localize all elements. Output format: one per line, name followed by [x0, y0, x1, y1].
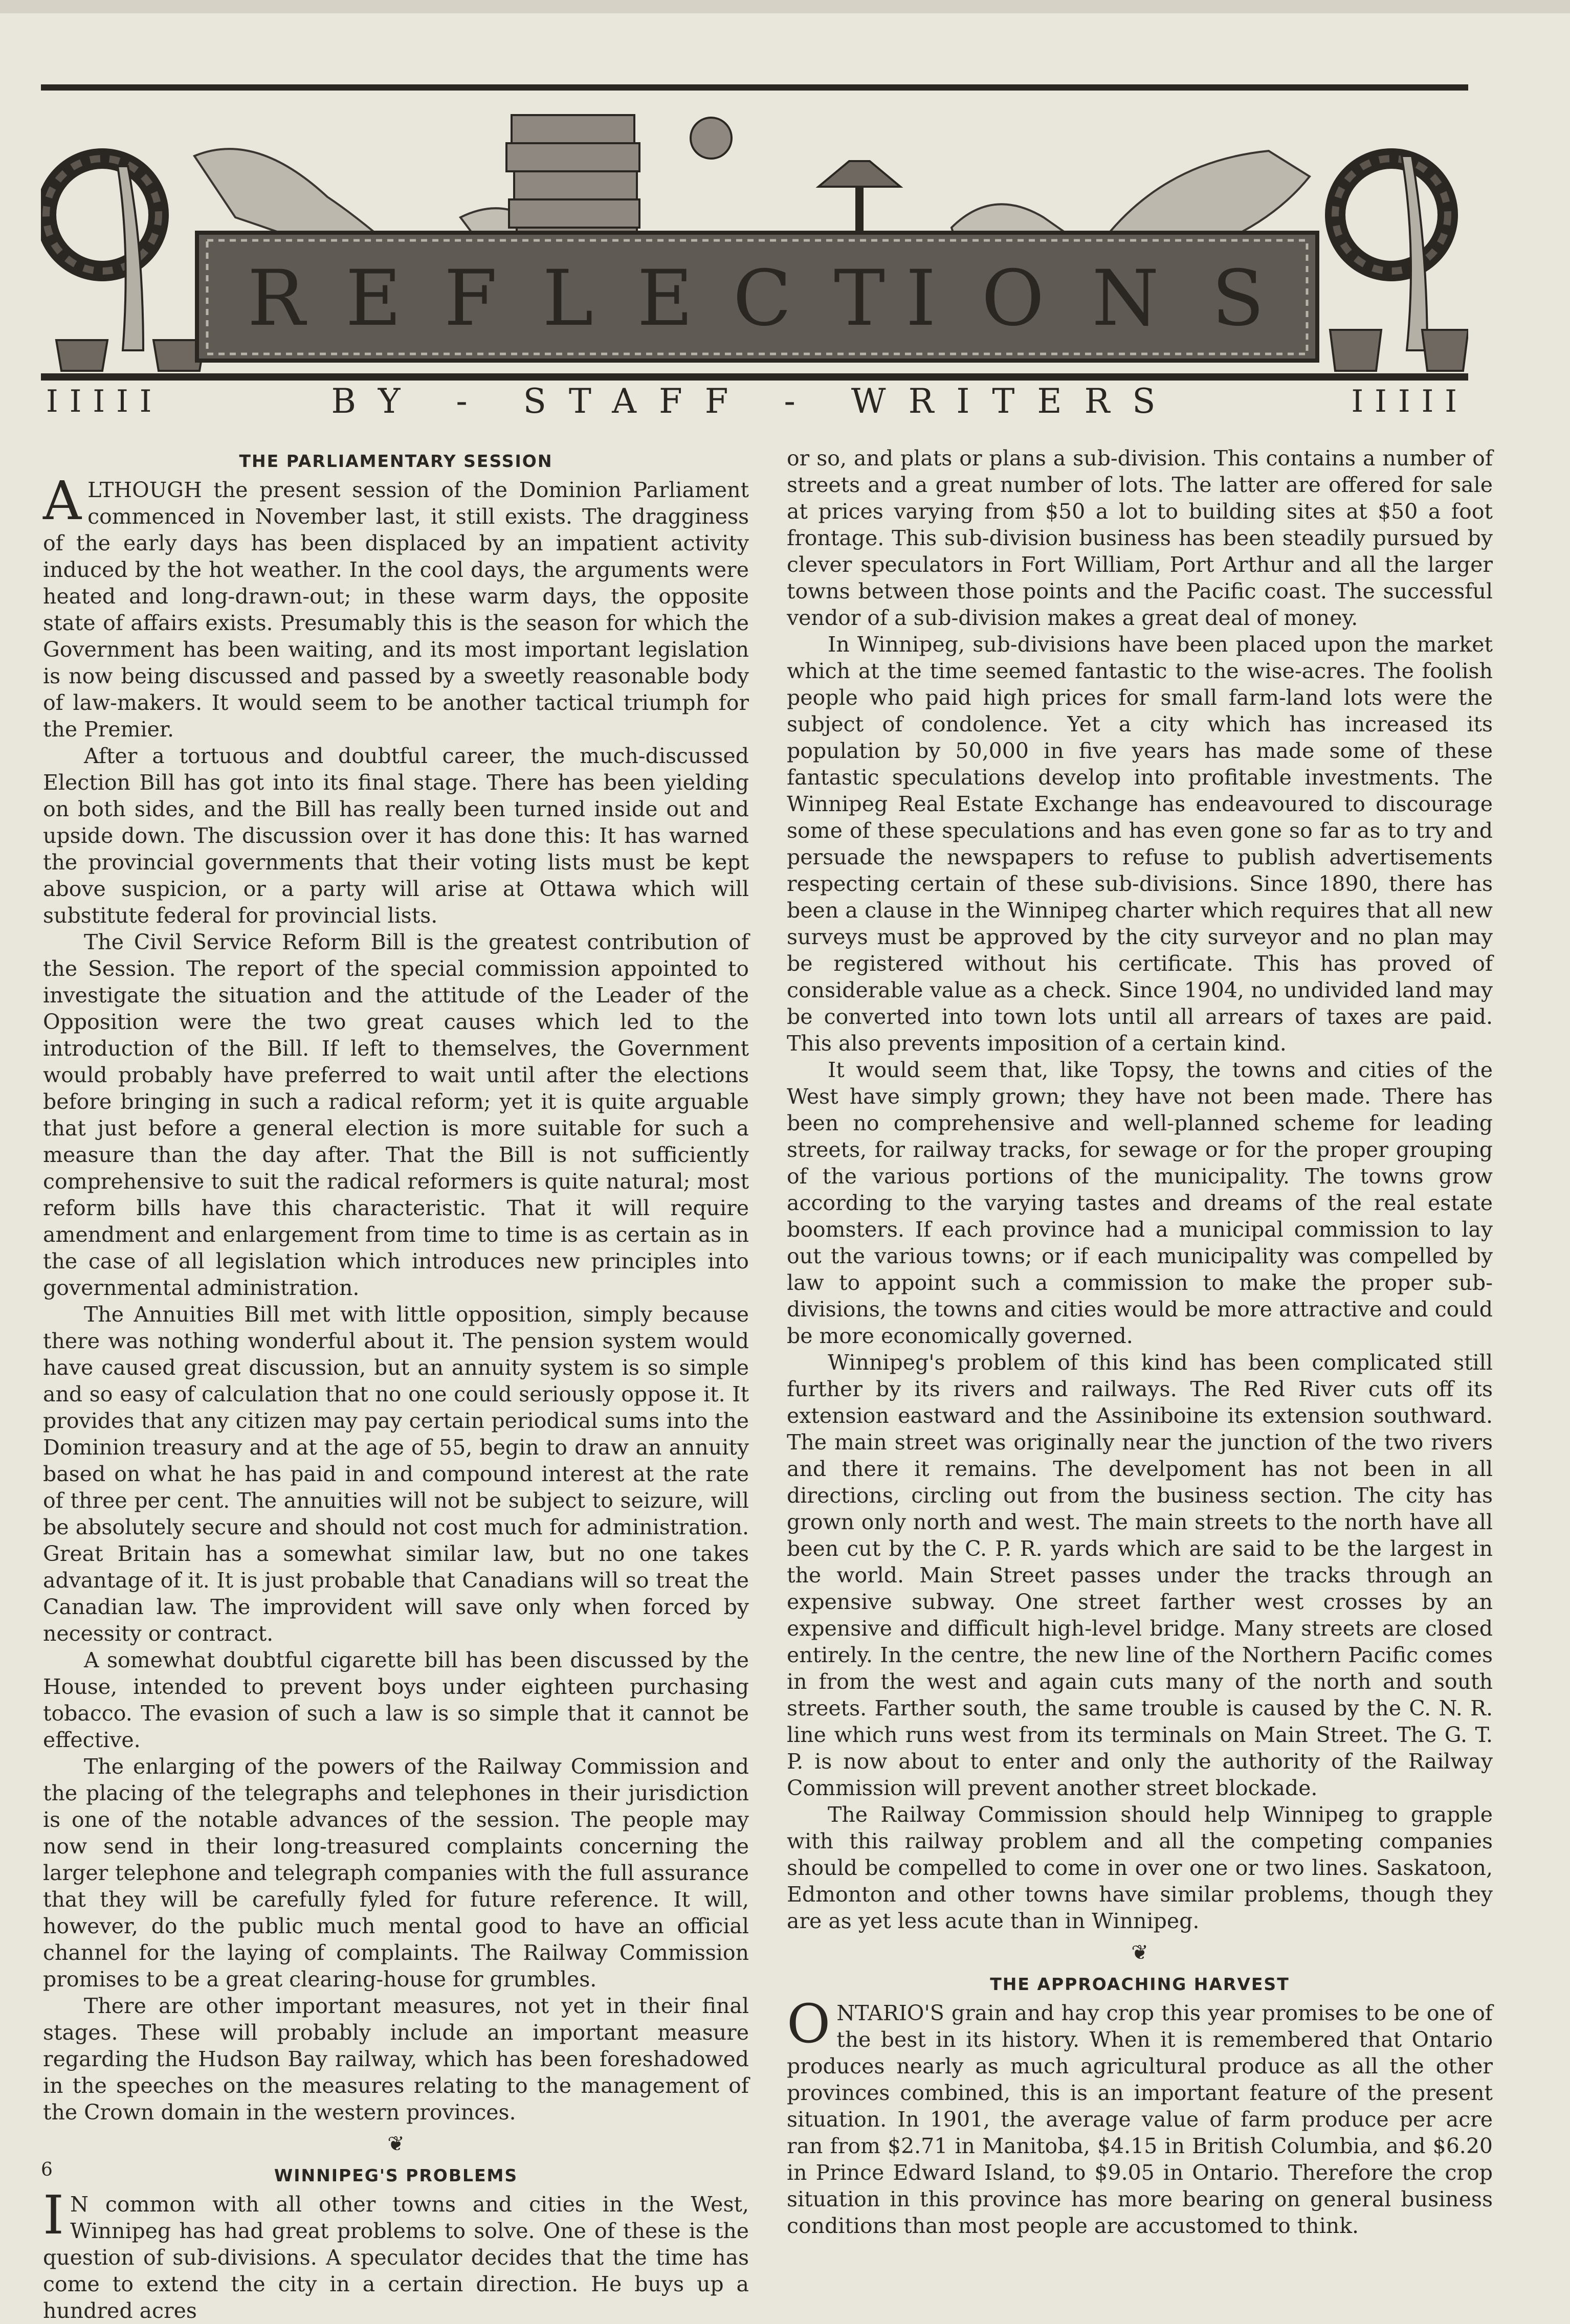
svg-text:O: O: [981, 254, 1045, 343]
byline-text: BY - STAFF - WRITERS: [331, 382, 1178, 421]
drop-cap: O: [787, 1993, 831, 2055]
banner-title-letters: [248, 254, 1265, 343]
svg-text:T: T: [833, 254, 886, 343]
svg-text:C: C: [733, 254, 792, 343]
right-column: [787, 445, 1493, 2239]
svg-text:I: I: [905, 254, 936, 343]
svg-text:N: N: [1092, 254, 1159, 343]
paragraph-text: NTARIO'S grain and hay crop this year promises to be one of the best in its history. When it is remembered that Ontario produces nearly as much agricultural produce as all the other provinces combined, this is an important feature of the present situation. In 1901, the average value of farm produce per acre ran from $2.71 in Manitoba, $4.15 in British Columbia, and $6.20 in Prince Edward Island, to $9.05 in Ontario. Therefore the crop situation in this province has more bearing on general business conditions than most people are accustomed to think.: [787, 2001, 1493, 2238]
paragraph: The Annuities Bill met with little opposition, simply because there was nothing wonderful about it. The pension system would have caused great discussion, but an annuity system is so simple and so easy of calculation that no one could seriously oppose it. It provides that any citizen may pay certain periodical sums into the Dominion treasury and at the age of 55, begin to draw an annuity based on what he has paid in and compound interest at the rate of three per cent. The annuities will not be subject to seizure, will be absolutely secure and should not cost much for administration. Great Britain has a somewhat similar law, but no one takes advantage of it. It is just probable that Canadians will so treat the Canadian law. The improvident will save only when forced by necessity or contract.: [43, 1302, 749, 1646]
svg-text:R: R: [247, 254, 305, 343]
heading-parliamentary-session: THE PARLIAMENTARY SESSION: [239, 451, 553, 471]
paragraph: Winnipeg's problem of this kind has been complicated still further by its rivers and railways. The Red River cuts off its extension eastward and the Assiniboine its extension southward. The main street was originally near the junction of the two rivers and there it remains. The develpoment has not been in all directions, circling out from the business section. The city has grown only north and west. The main streets to the north have all been cut by the C. P. R. yards which are said to be the largest in the world. Main Street passes under the tracks through an expensive subway. One street farther west crosses by an expensive and difficult high-level bridge. Many streets are closed entirely. In the centre, the new line of the Northern Pacific comes in from the west and again cuts many of the north and south streets. Farther south, the same trouble is caused by the C. N. R. line which runs west from its terminals on Main Street. The G. T. P. is now about to enter and only the authority of the Railway Commission will prevent another street blockade.: [787, 1350, 1493, 1800]
paragraph: In Winnipeg, sub-divisions have been placed upon the market which at the time seemed fantastic to the wise-acres. The foolish people who paid high prices for small farm-land lots were the subject of condolence. Yet a city which has increased its population by 50,000 in five years has made some of these fantastic speculations develop into profitable investments. The Winnipeg Real Estate Exchange has endeavoured to discourage some of these speculations and has even gone so far as to try and persuade the newspapers to refuse to publish advertisements respecting certain of these sub-divisions. Since 1890, there has been a clause in the Winnipeg charter which requires that all new surveys must be approved by the city surveyor and no plan may be registered without his certificate. This has proved of considerable value as a check. Since 1904, no undivided land may be converted into town lots until all arrears of taxes are paid. This also prevents imposition of a certain kind.: [787, 632, 1493, 1056]
paragraph: A somewhat doubtful cigarette bill has been discussed by the House, intended to prevent boys under eighteen purchasing tobacco. The evasion of such a law is so simple that it cannot be effective.: [43, 1648, 749, 1752]
svg-text:E: E: [345, 254, 402, 343]
byline-ticks-left: IIIII: [46, 384, 163, 419]
page-number: 6: [41, 2159, 53, 2180]
paragraph: [43, 470, 749, 743]
drop-cap: I: [43, 2184, 64, 2246]
paragraph: The enlarging of the powers of the Railway Commission and the placing of the telegraphs and telephones in their jurisdiction is one of the notable advances of the session. The people may now send in their long-treasured complaints concerning the larger telephone and telegraph companies with the full assurance that they will be carefully fyled for future reference. It will, however, do the public much mental good to have an official channel for the laying of complaints. The Railway Commission promises to be a great clearing-house for grumbles.: [43, 1754, 749, 1992]
drop-cap: A: [43, 470, 82, 532]
paragraph: The Civil Service Reform Bill is the greatest contribution of the Session. The report of the special commission appointed to investigate the situation and the attitude of the Leader of the Opposition were the two great causes which led to the introduction of the Bill. If left to themselves, the Government would probably have preferred to wait until after the elections before bringing in such a radical reform; yet it is quite arguable that just before a general election is more suitable for such a measure than the day after. That the Bill is not sufficiently comprehensive to suit the radical reformers is quite natural; most reform bills have this characteristic. That it will require amendment and enlargement from time to time is as certain as in the case of all legislation which introduces new principles into governmental administration.: [43, 930, 749, 1300]
heading-winnipegs-problems: WINNIPEG'S PROBLEMS: [274, 2165, 518, 2185]
banner-illustration: [41, 84, 1468, 384]
svg-text:S: S: [1211, 254, 1265, 343]
byline-ticks-right: IIIII: [1351, 384, 1468, 419]
page-top-edge: [0, 0, 1570, 13]
svg-text:L: L: [542, 254, 593, 343]
paragraph-text: N common with all other towns and cities in the West, Winnipeg has had great problems to solve. One of these is the question of sub-divisions. A speculator decides that the time has come to extend the city in a certain direction. He buys up a hundred acres: [43, 2192, 749, 2323]
paragraph: The Railway Commission should help Winnipeg to grapple with this railway problem and all the competing companies should be compelled to come in over one or two lines. Saskatoon, Edmonton and other towns have similar problems, though they are as yet less acute than in Winnipeg.: [787, 1802, 1493, 1933]
paragraph-text: LTHOUGH the present session of the Dominion Parliament commenced in November last, it still exists. The dragginess of the early days has been displaced by an impatient activity induced by the hot weather. In the cool days, the arguments were heated and long-drawn-out; in these warm days, the opposite state of affairs exists. Presumably this is the season for which the Government has been waiting, and its most important legislation is now being discussed and passed by a sweetly reasonable body of law-makers. It would seem to be another tactical triumph for the Premier.: [43, 478, 749, 742]
byline: [41, 381, 1468, 422]
paragraph: After a tortuous and doubtful career, the much-discussed Election Bill has got into its final stage. There has been yielding on both sides, and the Bill has really been turned inside out and upside down. The discussion over it has done this: It has warned the provincial governments that their voting lists must be kept above suspicion, or a party will arise at Ottawa which will substitute federal for provincial lists.: [43, 744, 749, 928]
paragraph: [43, 2184, 749, 2324]
svg-text:F: F: [444, 254, 498, 343]
reflections-banner: [41, 84, 1468, 384]
paragraph: There are other important measures, not yet in their final stages. These will probably include an important measure regarding the Hudson Bay railway, which has been foreshadowed in the speeches on the measures relating to the management of the Crown domain in the western provinces.: [43, 1994, 749, 2125]
paragraph: [787, 1993, 1493, 2239]
left-column: [43, 445, 749, 2324]
paragraph: It would seem that, like Topsy, the towns and cities of the West have simply grown; they have not been made. There has been no comprehensive and well-planned scheme for leading streets, for railway tracks, for sewage or for the proper grouping of the various portions of the municipality. The towns grow according to the varying tastes and dreams of the real estate boomsters. If each province had a municipal commission to lay out the various towns; or if each municipality was compelled by law to appoint such a commission to make the proper sub-divisions, the towns and cities would be more attractive and could be more economically governed.: [787, 1058, 1493, 1348]
heading-approaching-harvest: THE APPROACHING HARVEST: [990, 1974, 1290, 1994]
svg-text:E: E: [637, 254, 693, 343]
section-ornament-icon: ❦: [1131, 1941, 1148, 1964]
section-ornament-icon: ❦: [387, 2132, 405, 2156]
paragraph: or so, and plats or plans a sub-division. This contains a number of streets and a great number of lots. The latter are offered for sale at prices varying from $50 a lot to building sites at $50 a foot frontage. This sub-division business has been steadily pursued by clever speculators in Fort William, Port Arthur and all the larger towns between those points and the Pacific coast. The successful vendor of a sub-division makes a great deal of money.: [787, 446, 1493, 630]
